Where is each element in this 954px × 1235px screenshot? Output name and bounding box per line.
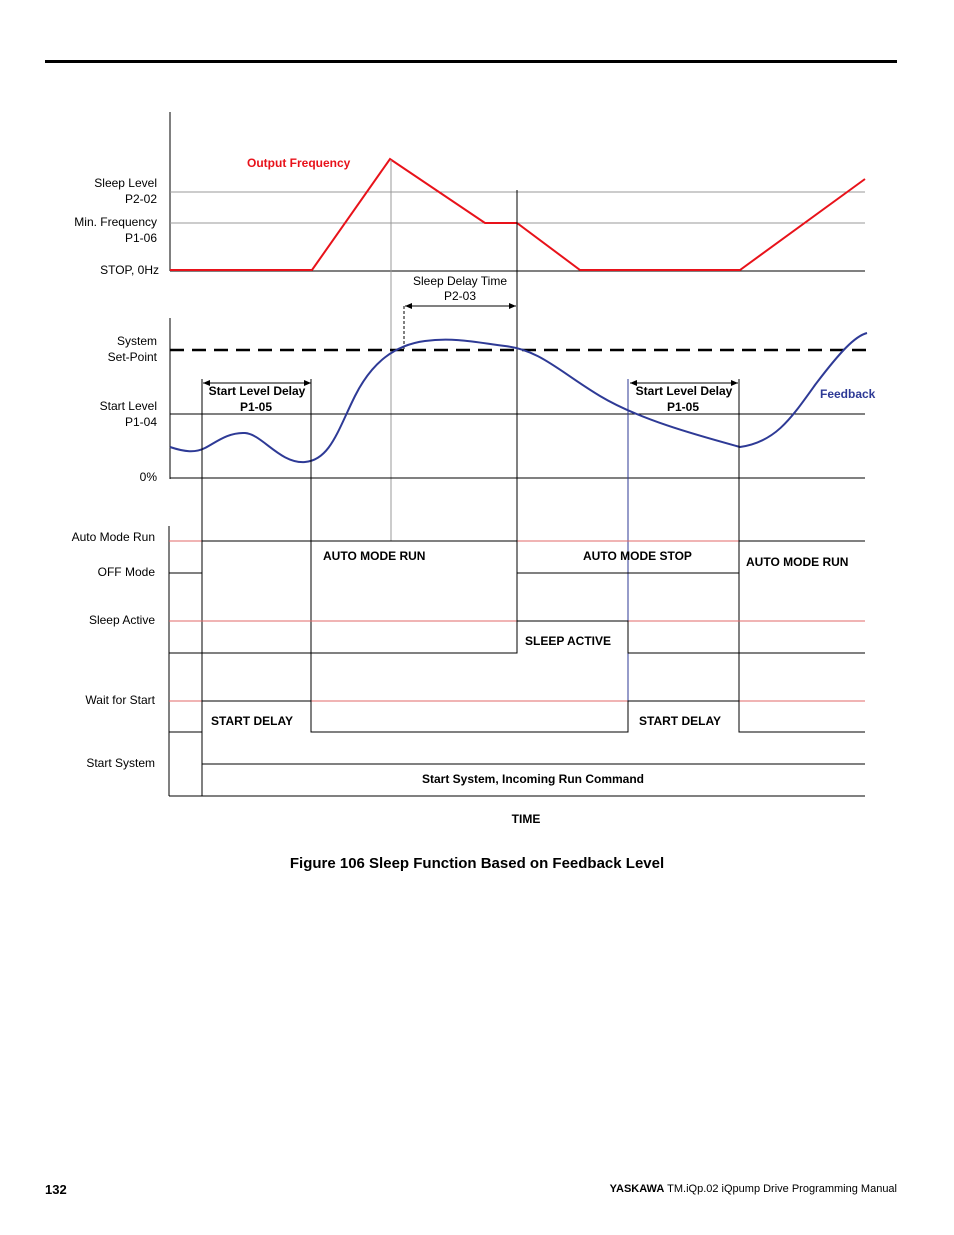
start-system-axis-label: Start System: [86, 756, 155, 770]
off-mode-axis-label: OFF Mode: [97, 565, 155, 579]
sleep-level-label: Sleep Level: [94, 176, 157, 190]
start-system-state: Start System, Incoming Run Command: [421, 772, 645, 786]
system-label: System: [116, 334, 157, 348]
auto-mode-run-axis-label: Auto Mode Run: [71, 530, 155, 544]
sleep-active-state: SLEEP ACTIVE: [525, 634, 612, 648]
page-number: 132: [45, 1182, 67, 1197]
sleep-delay-param: P2-03: [443, 289, 477, 303]
start-level-delay-label-2: Start Level Delay: [635, 384, 733, 398]
start-level-delay-param-2: P1-05: [666, 400, 700, 414]
figure-caption: Figure 106 Sleep Function Based on Feedback Level: [289, 855, 665, 872]
sleep-level-param: P2-02: [124, 192, 157, 206]
stop-0hz-label: STOP, 0Hz: [100, 263, 159, 277]
auto-mode-run-state-1: AUTO MODE RUN: [323, 549, 426, 563]
sleep-delay-time-label: Sleep Delay Time: [412, 274, 508, 288]
sleep-active-signal: [169, 621, 865, 653]
start-delay-state-1: START DELAY: [211, 714, 294, 728]
start-level-param: P1-04: [124, 415, 157, 429]
start-level-delay-param-1: P1-05: [239, 400, 273, 414]
zero-percent-label: 0%: [139, 470, 157, 484]
set-point-label: Set-Point: [107, 350, 157, 364]
sleep-delay-arrowhead-left: [405, 303, 412, 309]
auto-mode-stop-state: AUTO MODE STOP: [583, 549, 692, 563]
footer-text: [610, 1183, 897, 1195]
start-level-label: Start Level: [99, 399, 157, 413]
sleep-active-axis-label: Sleep Active: [88, 613, 155, 627]
footer-brand: YASKAWA: [609, 1183, 665, 1195]
min-frequency-param: P1-06: [124, 231, 157, 245]
start-delay-state-2: START DELAY: [639, 714, 722, 728]
auto-mode-run-state-2: AUTO MODE RUN: [746, 555, 849, 569]
start-level-delay-label-1: Start Level Delay: [208, 384, 306, 398]
footer-manual: TM.iQp.02 iQpump Drive Programming Manual: [667, 1183, 897, 1195]
output-frequency-label: Output Frequency: [247, 156, 351, 170]
feedback-label: Feedback: [820, 387, 876, 401]
wait-for-start-axis-label: Wait for Start: [85, 693, 155, 707]
min-frequency-label: Min. Frequency: [74, 215, 157, 229]
sleep-delay-arrowhead-right: [509, 303, 516, 309]
time-axis-label: TIME: [511, 812, 541, 826]
